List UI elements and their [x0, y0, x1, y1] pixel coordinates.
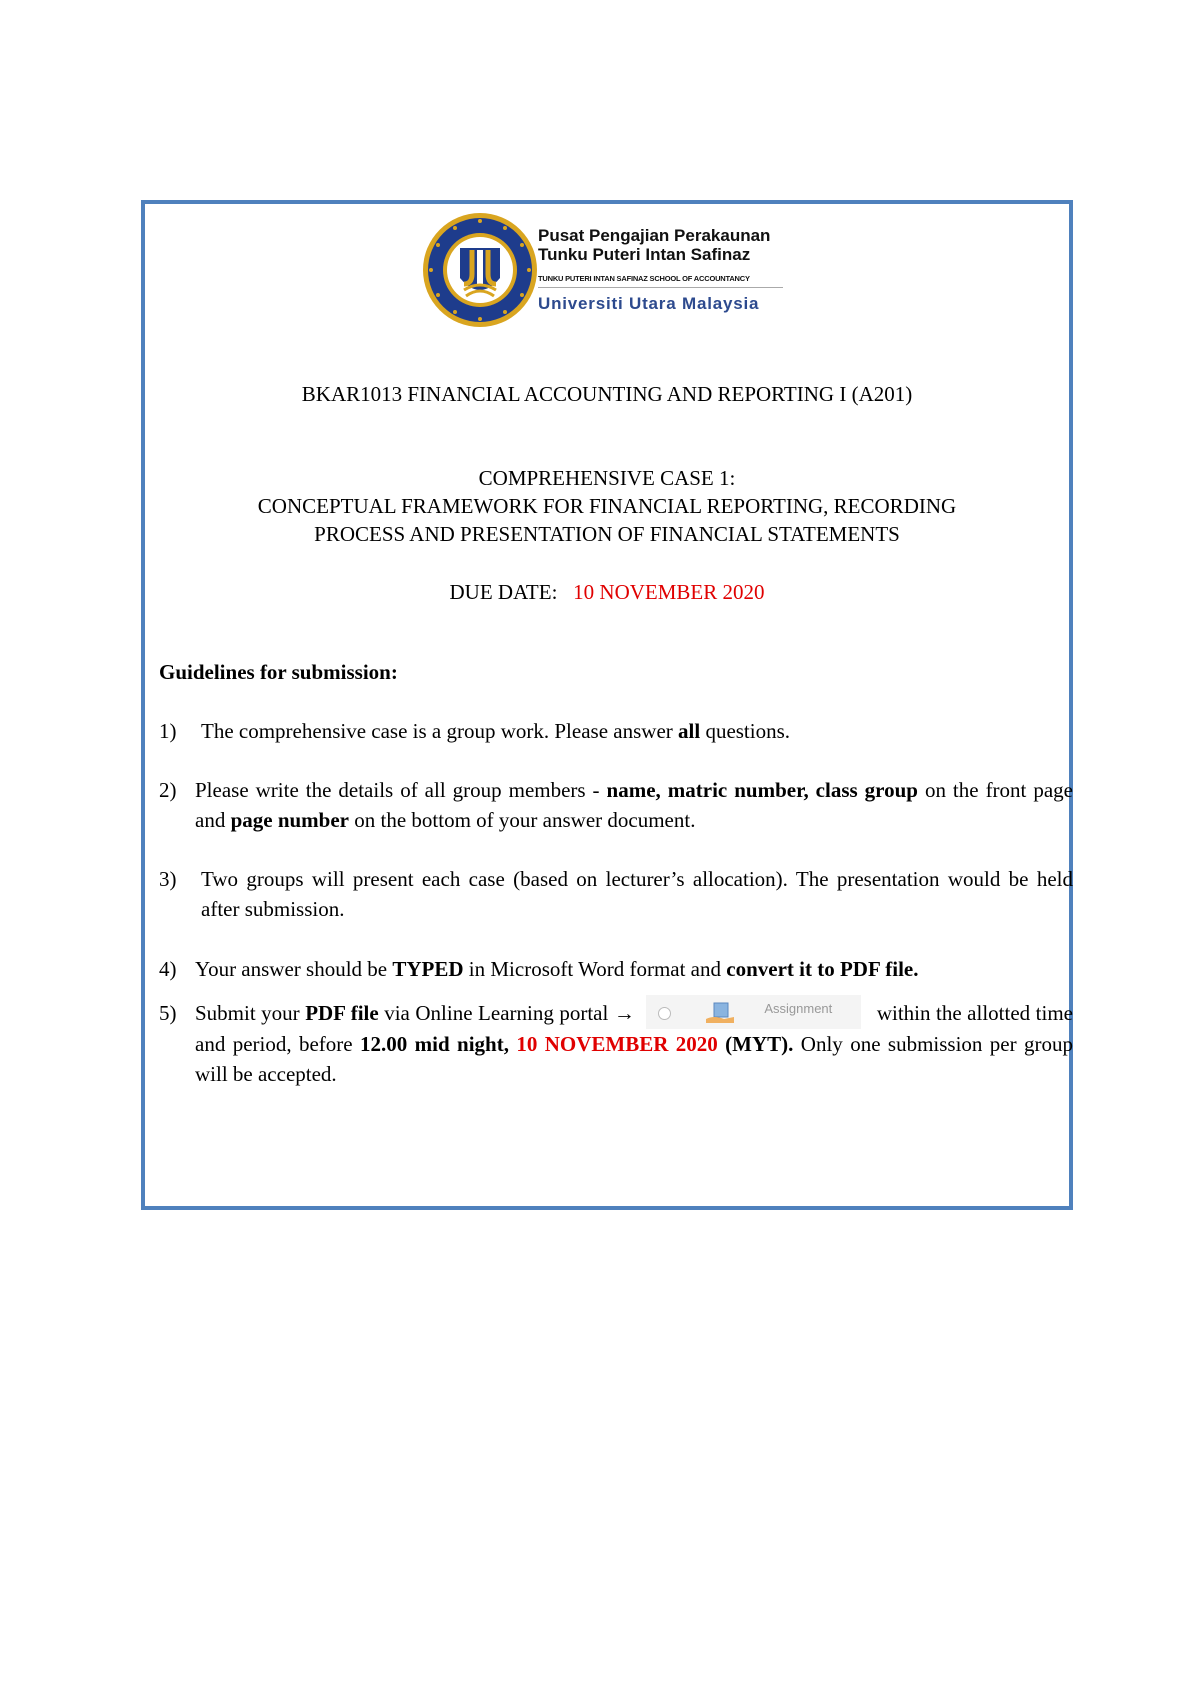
guideline-number: 1): [159, 719, 177, 743]
assignment-label: Assignment: [764, 1001, 833, 1017]
bold-text: convert it to PDF file.: [726, 957, 919, 981]
text: Two groups will present each case (based on lecturer’s allocation). The presentation would be held after submission.: [201, 867, 1073, 921]
text: questions.: [700, 719, 791, 743]
uum-crest-icon: [420, 210, 540, 330]
text: in Microsoft Word format and: [463, 957, 727, 981]
case-title-line-3: PROCESS AND PRESENTATION OF FINANCIAL STATEMENTS: [314, 522, 900, 546]
guideline-item-4: [159, 954, 1074, 984]
text: within the allotted time and period, before: [195, 1001, 1073, 1057]
assignment-hand-icon: [704, 1001, 738, 1025]
text: on the front page and: [195, 778, 1074, 832]
text: Only one submission per group will be accepted.: [195, 1032, 1073, 1087]
bold-text: PDF file: [305, 1001, 379, 1025]
course-title: BKAR1013 FINANCIAL ACCOUNTING AND REPORTING I (A201): [301, 382, 913, 406]
bold-text: TYPED: [392, 957, 464, 981]
guideline-number: 5): [159, 1001, 177, 1025]
case-title-line-1: COMPREHENSIVE CASE 1:: [478, 466, 736, 490]
bold-text: all: [678, 719, 701, 743]
red-bold-date: 10 NOVEMBER 2020: [508, 1032, 718, 1057]
guideline-text: [195, 998, 1073, 1089]
guideline-item-1: [159, 716, 1074, 746]
guideline-number: 4): [159, 957, 177, 981]
text: The comprehensive case is a group work. Please answer: [201, 719, 679, 743]
case-title-line-2: CONCEPTUAL FRAMEWORK FOR FINANCIAL REPORTING, RECORDING: [257, 494, 957, 518]
due-date-label: DUE DATE:: [449, 580, 558, 604]
guideline-item-3: [159, 864, 1074, 924]
assignment-link-screenshot: [646, 995, 861, 1029]
text: on the bottom of your answer document.: [349, 808, 696, 832]
bold-text: page number: [230, 808, 350, 832]
logo-divider: [538, 287, 783, 288]
bold-text: 12.00 mid night,: [360, 1032, 509, 1057]
text: Your answer should be: [195, 957, 393, 981]
due-date: [141, 578, 1073, 606]
logo-university-name: Universiti Utara Malaysia: [538, 294, 760, 313]
logo-school-name-english: TUNKU PUTERI INTAN SAFINAZ SCHOOL OF ACCOUNTANCY: [538, 274, 750, 283]
bold-text: name, matric number, class group: [606, 778, 918, 802]
logo-wordmark: [538, 226, 800, 314]
school-logo: [420, 208, 800, 328]
logo-school-name-malay-2: Tunku Puteri Intan Safinaz: [538, 245, 751, 264]
text: Please write the details of all group members -: [195, 778, 607, 802]
guidelines-heading: Guidelines for submission:: [159, 660, 398, 684]
case-title: [141, 464, 1073, 548]
bold-text: (MYT).: [717, 1032, 794, 1057]
guideline-text: [195, 954, 1073, 984]
guideline-number: 2): [159, 778, 177, 802]
radio-icon: [658, 1007, 671, 1020]
logo-school-name-malay: Pusat Pengajian Perakaunan: [538, 226, 771, 245]
guideline-text: [201, 716, 1073, 746]
guideline-number: 3): [159, 867, 177, 891]
due-date-value: 10 NOVEMBER 2020: [573, 580, 765, 604]
guideline-item-2: [159, 775, 1074, 835]
text: via Online Learning portal →: [378, 1001, 641, 1025]
guideline-text: [195, 775, 1073, 835]
guideline-item-5: [159, 998, 1074, 1089]
guideline-text: [201, 864, 1073, 924]
text: Submit your: [195, 1001, 306, 1025]
